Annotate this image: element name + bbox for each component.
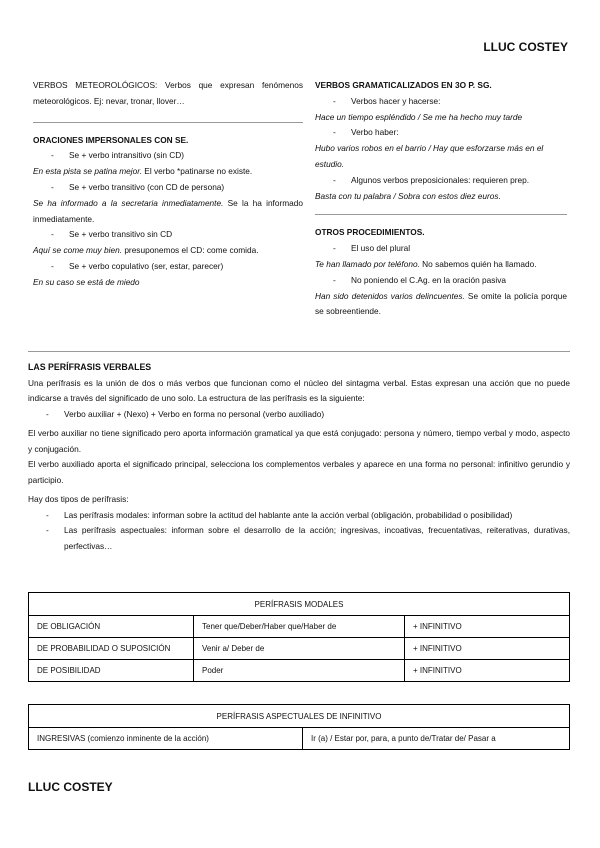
- table-cell: Ir (a) / Estar por, para, a punto de/Tratar de/ Pasar a: [303, 728, 570, 750]
- otros-title: OTROS PROCEDIMIENTOS.: [315, 227, 425, 238]
- perifrasis-p3: El verbo auxiliado aporta el significado principal, selecciona los complementos verbales y aparece en una forma no personal: infinitivo gerundio y participio.: [28, 459, 570, 485]
- meteo-text: Verbos que expresan fenómenos meteorológicos. Ej: nevar, tronar, llover…: [33, 80, 303, 106]
- bullet-text: Verbo haber:: [351, 127, 399, 138]
- se-example-2: [33, 196, 303, 228]
- meteo-label: VERBOS METEOROLÓGICOS:: [33, 80, 158, 90]
- table-cell: Tener que/Deber/Haber que/Haber de: [194, 616, 405, 638]
- table-perifrasis-modales: [28, 592, 570, 682]
- se-bullet-4: - Se + verbo copulativo (ser, estar, parecer): [51, 260, 224, 271]
- table-cell: + INFINITIVO: [405, 638, 570, 660]
- bullet-text: Se + verbo transitivo sin CD: [69, 229, 173, 240]
- bullet-text: Se + verbo intransitivo (sin CD): [69, 150, 185, 161]
- table-cell: DE POSIBILIDAD: [29, 660, 194, 682]
- perifrasis-title: LAS PERÍFRASIS VERBALES: [28, 362, 152, 372]
- gram-bullet-3: - Algunos verbos preposicionales: requieren prep.: [333, 174, 530, 185]
- perifrasis-p1: Una perífrasis es la unión de dos o más verbos que funcionan como el núcleo del sintagma verbal. Estas expresan una acción que no puede indicarse a través del significado de uno solo. La estructura de las perífrasis es la siguiente:: [28, 377, 570, 403]
- example-italic: Te han llamado por teléfono.: [315, 258, 420, 269]
- perifrasis-type-2: - Las perífrasis aspectuales: informan sobre el desarrollo de la acción; ingresivas, incoativas, frecuentativas, reiterativas, durativas, perfectivas…: [46, 525, 570, 551]
- bullet-text: Verbos hacer y hacerse:: [351, 95, 441, 106]
- se-bullet-2: - Se + verbo transitivo (con CD de persona): [51, 181, 225, 192]
- document-footer-name: LLUC COSTEY: [28, 780, 113, 794]
- table-perifrasis-aspectuales: [28, 704, 570, 750]
- se-example-3: [33, 243, 303, 259]
- table-row: [29, 638, 570, 660]
- bullet-text: Verbo auxiliar + (Nexo) + Verbo en forma no personal (verbo auxiliado): [64, 408, 325, 419]
- otros-example-1: [315, 257, 567, 273]
- se-example-1: [33, 164, 303, 180]
- perifrasis-type-1: - Las perífrasis modales: informan sobre la actitud del hablante ante la acción verbal (obligación, probabilidad o posibilidad): [46, 509, 513, 520]
- document-header-name: LLUC COSTEY: [483, 40, 568, 54]
- example-note: Se omite la policía porque se sobreentiende.: [315, 290, 567, 317]
- section-divider: [28, 351, 570, 352]
- example-note: No sabemos quién ha llamado.: [419, 258, 537, 269]
- table-cell: + INFINITIVO: [405, 660, 570, 682]
- perifrasis-p2: El verbo auxiliar no tiene significado pero aporta información gramatical ya que está conjugado: persona y número, tiempo verbal y modo, aspecto y conjugación.: [28, 428, 570, 454]
- table-row: [29, 660, 570, 682]
- se-bullet-3: - Se + verbo transitivo sin CD: [51, 229, 173, 240]
- meteo-paragraph: [33, 78, 303, 110]
- gram-title: VERBOS GRAMATICALIZADOS EN 3O P. SG.: [315, 80, 492, 90]
- example-italic: En esta pista se patina mejor.: [33, 166, 142, 177]
- table-cell: DE OBLIGACIÓN: [29, 616, 194, 638]
- table-cell: Venir a/ Deber de: [194, 638, 405, 660]
- gram-bullet-1: - Verbos hacer y hacerse:: [333, 95, 441, 106]
- otros-example-2: [315, 289, 567, 321]
- perifrasis-p4: Hay dos tipos de perífrasis:: [28, 494, 129, 504]
- bullet-text: No poniendo el C.Ag. en la oración pasiva: [351, 274, 506, 285]
- bullet-text: Se + verbo transitivo (con CD de persona): [69, 181, 225, 192]
- bullet-text: Las perífrasis aspectuales: informan sobre el desarrollo de la acción; ingresivas, incoativas, frecuentativas, reiterativas, durativas, perfectivas…: [64, 525, 570, 551]
- gram-example-3: Basta con tu palabra / Sobra con estos diez euros.: [315, 190, 501, 201]
- right-column: [315, 78, 567, 320]
- example-italic: Se ha informado a la secretaria inmediatamente.: [33, 197, 224, 208]
- divider: [315, 214, 567, 215]
- table-title: PERÍFRASIS MODALES: [29, 593, 570, 616]
- table-cell: DE PROBABILIDAD O SUPOSICIÓN: [29, 638, 194, 660]
- divider: [33, 122, 303, 123]
- example-italic: Aquí se come muy bien.: [33, 245, 123, 256]
- se-bullet-1: - Se + verbo intransitivo (sin CD): [51, 150, 185, 161]
- left-column: [33, 78, 303, 291]
- otros-bullet-2: - No poniendo el C.Ag. en la oración pasiva: [333, 274, 506, 285]
- perifrasis-section: [28, 360, 570, 554]
- bullet-text: Se + verbo copulativo (ser, estar, parecer): [69, 260, 224, 271]
- table-cell: + INFINITIVO: [405, 616, 570, 638]
- perifrasis-structure-bullet: - Verbo auxiliar + (Nexo) + Verbo en forma no personal (verbo auxiliado): [46, 408, 325, 419]
- example-note: El verbo *patinarse no existe.: [142, 166, 253, 177]
- table-cell: Poder: [194, 660, 405, 682]
- table-title: PERÍFRASIS ASPECTUALES DE INFINITIVO: [29, 705, 570, 728]
- gram-example-1: Hace un tiempo espléndido / Se me ha hecho muy tarde: [315, 111, 523, 122]
- se-example-4: En su caso se está de miedo: [33, 276, 140, 287]
- bullet-text: El uso del plural: [351, 243, 411, 254]
- bullet-text: Las perífrasis modales: informan sobre la actitud del hablante ante la acción verbal (obligación, probabilidad o posibilidad): [64, 509, 513, 520]
- example-note: presuponemos el CD: come comida.: [122, 245, 259, 256]
- gram-bullet-2: - Verbo haber:: [333, 127, 399, 138]
- se-title: ORACIONES IMPERSONALES CON SE.: [33, 134, 189, 145]
- table-cell: INGRESIVAS (comienzo inminente de la acción): [29, 728, 303, 750]
- bullet-text: Algunos verbos preposicionales: requieren prep.: [351, 174, 530, 185]
- otros-bullet-1: - El uso del plural: [333, 243, 411, 254]
- gram-example-2: Hubo varios robos en el barrio / Hay que esforzarse más en el estudio.: [315, 143, 544, 169]
- table-row: [29, 728, 570, 750]
- table-row: [29, 616, 570, 638]
- example-italic: Han sido detenidos varios delincuentes.: [315, 290, 465, 301]
- example-note: Se la ha informado inmediatamente.: [33, 197, 303, 224]
